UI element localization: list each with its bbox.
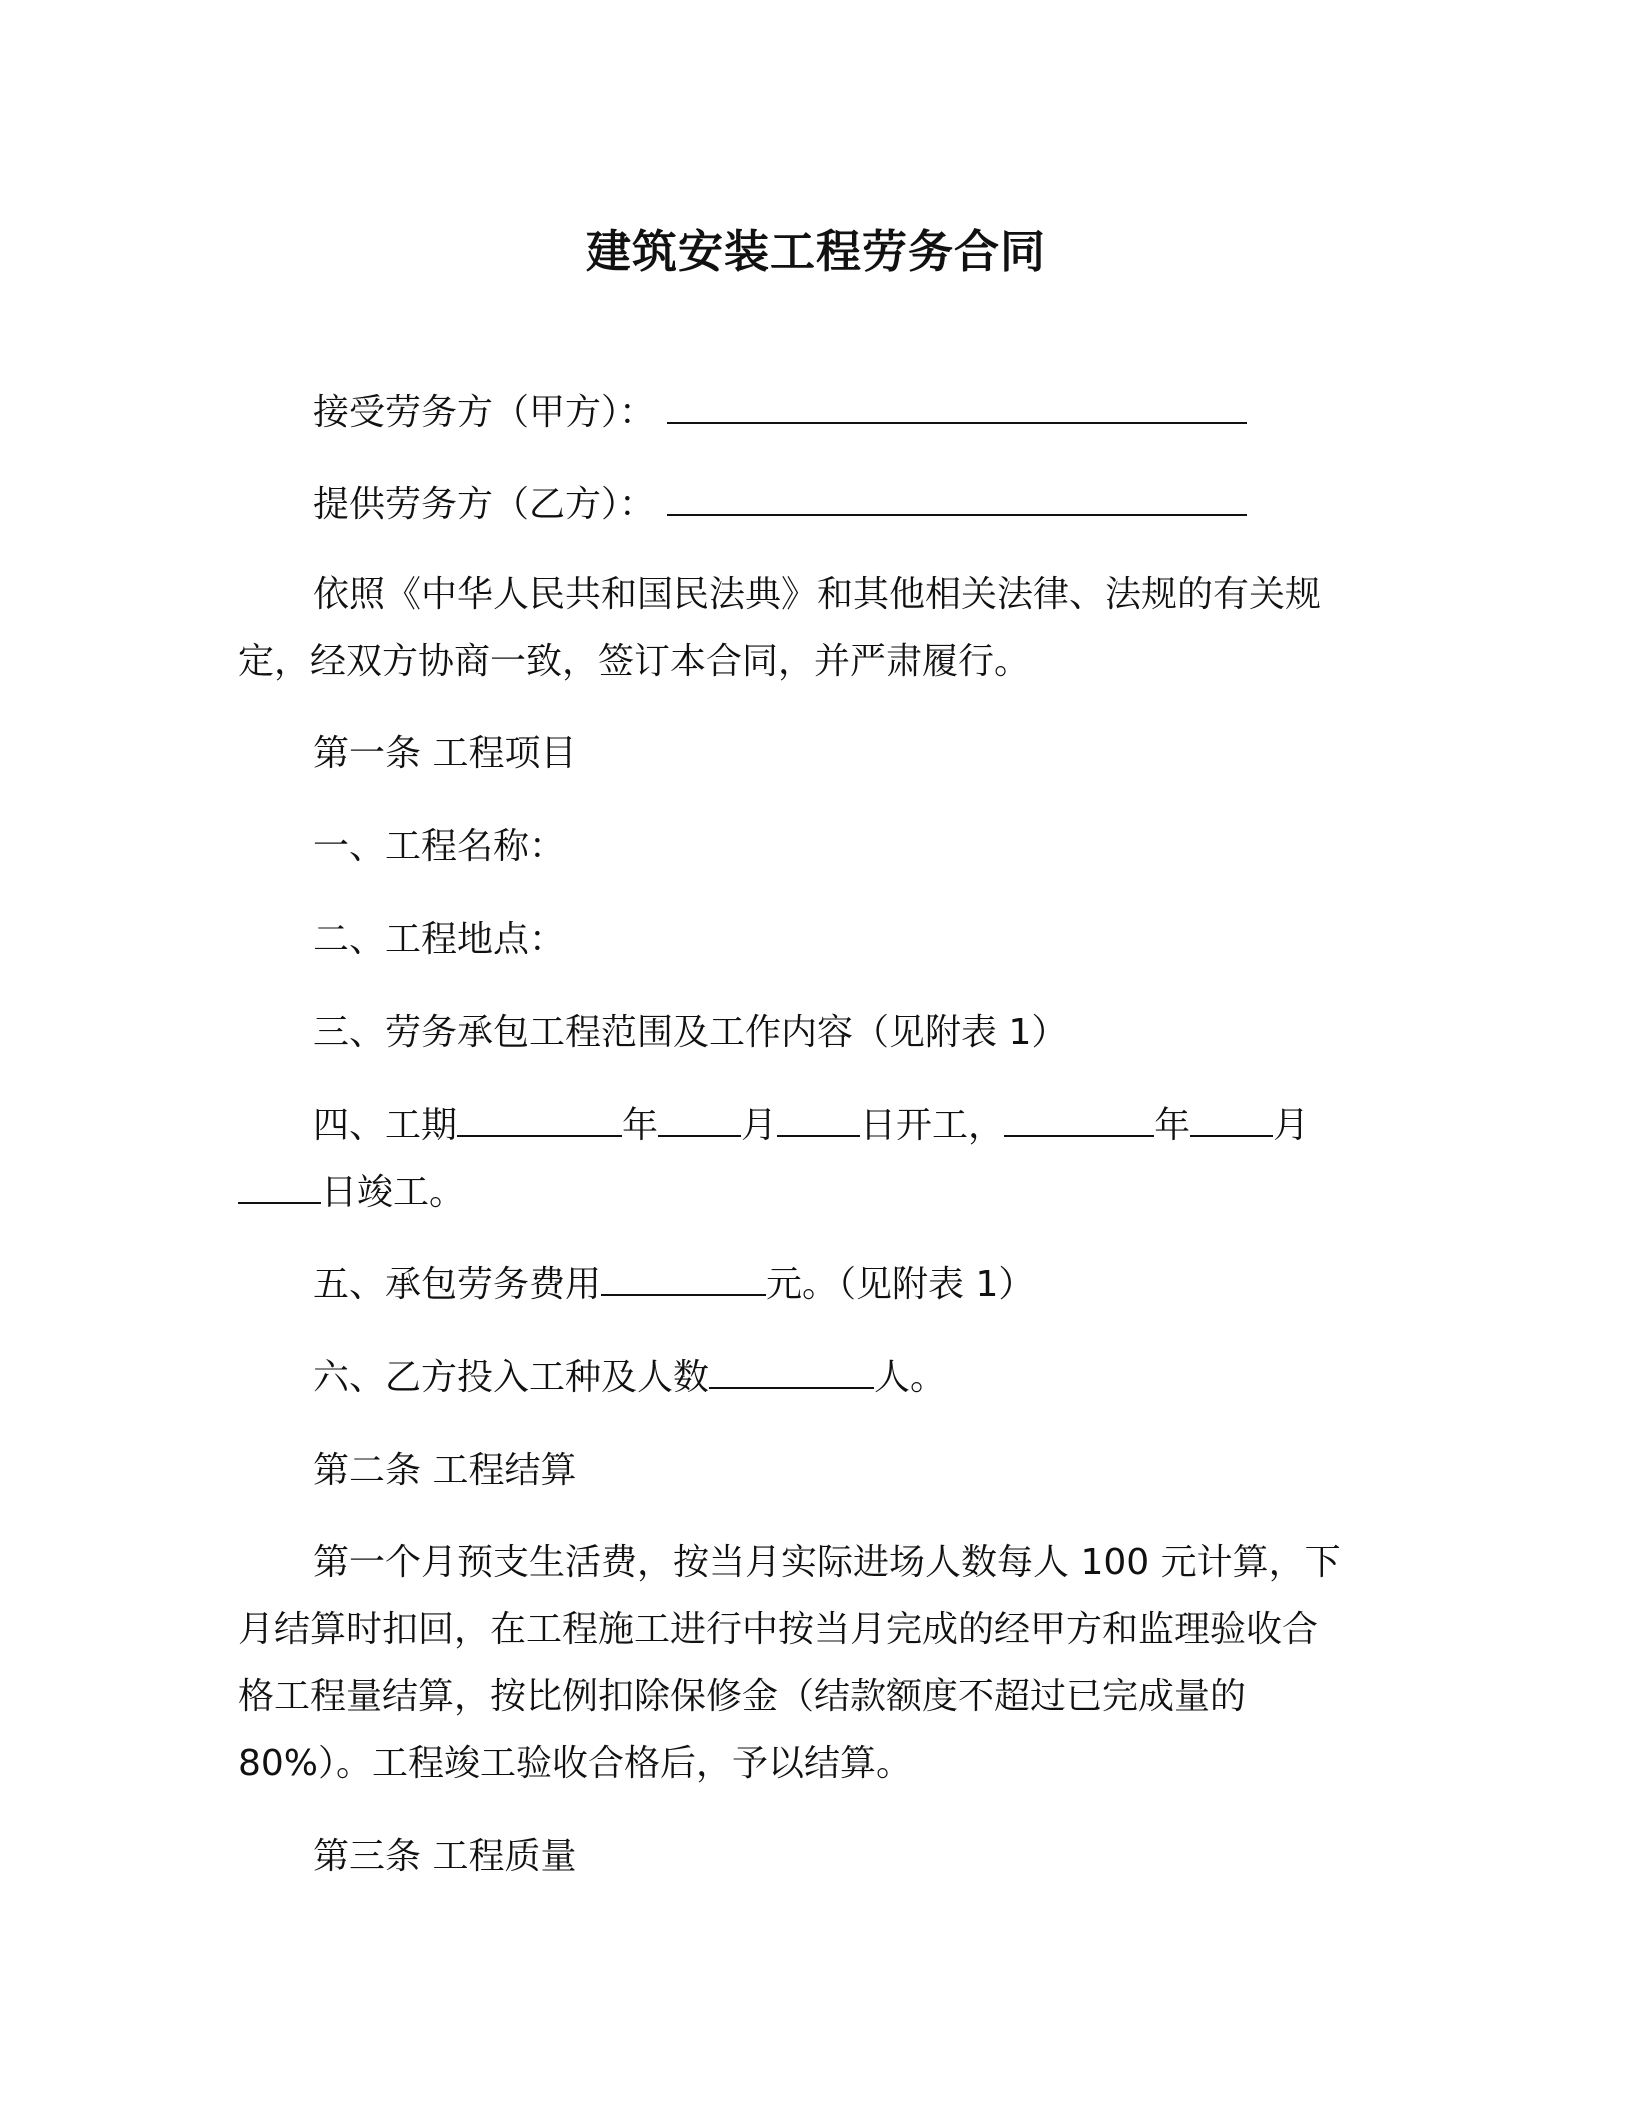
preamble-line-2: 定，经双方协商一致，签订本合同，并严肃履行。 bbox=[238, 641, 1031, 682]
item-6-suffix: 人。 bbox=[874, 1357, 947, 1398]
start-month-blank[interactable] bbox=[658, 1101, 741, 1137]
preamble-line-1: 依照《中华人民共和国民法典》和其他相关法律、法规的有关规 bbox=[313, 574, 1322, 615]
item-1-project-name: 一、工程名称： bbox=[313, 826, 566, 867]
item-4-duration-line bbox=[313, 1101, 1309, 1151]
item-5-fee-line bbox=[313, 1260, 1034, 1310]
article-3-heading: 第三条 工程质量 bbox=[313, 1836, 577, 1877]
item-2-project-location: 二、工程地点： bbox=[313, 919, 566, 960]
item-4-month-label: 月 bbox=[741, 1105, 778, 1146]
party-a-line bbox=[313, 388, 1247, 438]
start-day-blank[interactable] bbox=[777, 1101, 860, 1137]
end-month-blank[interactable] bbox=[1190, 1101, 1273, 1137]
item-3-scope: 三、劳务承包工程范围及工作内容（见附表 1） bbox=[313, 1012, 1068, 1053]
item-5-prefix: 五、承包劳务费用 bbox=[313, 1264, 602, 1305]
fee-amount-blank[interactable] bbox=[601, 1260, 766, 1296]
start-year-blank[interactable] bbox=[457, 1101, 622, 1137]
article-2-line-4: 80%）。工程竣工验收合格后，予以结算。 bbox=[238, 1743, 913, 1784]
article-1-heading: 第一条 工程项目 bbox=[313, 733, 577, 774]
end-day-blank[interactable] bbox=[238, 1168, 321, 1204]
item-5-suffix: 元。（见附表 1） bbox=[766, 1264, 1035, 1305]
end-year-blank[interactable] bbox=[1004, 1101, 1154, 1137]
document-title: 建筑安装工程劳务合同 bbox=[585, 225, 1046, 278]
item-4-end-line bbox=[238, 1168, 465, 1218]
article-2-line-1: 第一个月预支生活费，按当月实际进场人数每人 100 元计算，下 bbox=[313, 1542, 1341, 1583]
party-b-line bbox=[313, 480, 1247, 530]
article-2-line-2: 月结算时扣回，在工程施工进行中按当月完成的经甲方和监理验收合 bbox=[238, 1609, 1319, 1650]
item-4-prefix: 四、工期 bbox=[313, 1105, 458, 1146]
worker-count-blank[interactable] bbox=[709, 1353, 874, 1389]
article-2-heading: 第二条 工程结算 bbox=[313, 1450, 577, 1491]
party-b-label: 提供劳务方（乙方）： bbox=[313, 484, 656, 525]
item-6-prefix: 六、乙方投入工种及人数 bbox=[313, 1357, 710, 1398]
item-4-year2-label: 年 bbox=[1154, 1105, 1191, 1146]
item-6-workers-line bbox=[313, 1353, 946, 1403]
item-4-day-start-label: 日开工， bbox=[860, 1105, 1005, 1146]
party-a-label: 接受劳务方（甲方）： bbox=[313, 392, 656, 433]
party-b-blank[interactable] bbox=[667, 480, 1247, 516]
party-a-blank[interactable] bbox=[667, 388, 1247, 424]
item-4-day-end-label: 日竣工。 bbox=[321, 1172, 466, 1213]
item-4-year-label: 年 bbox=[622, 1105, 659, 1146]
item-4-month2-label: 月 bbox=[1273, 1105, 1310, 1146]
article-2-line-3: 格工程量结算，按比例扣除保修金（结款额度不超过已完成量的 bbox=[238, 1676, 1247, 1717]
